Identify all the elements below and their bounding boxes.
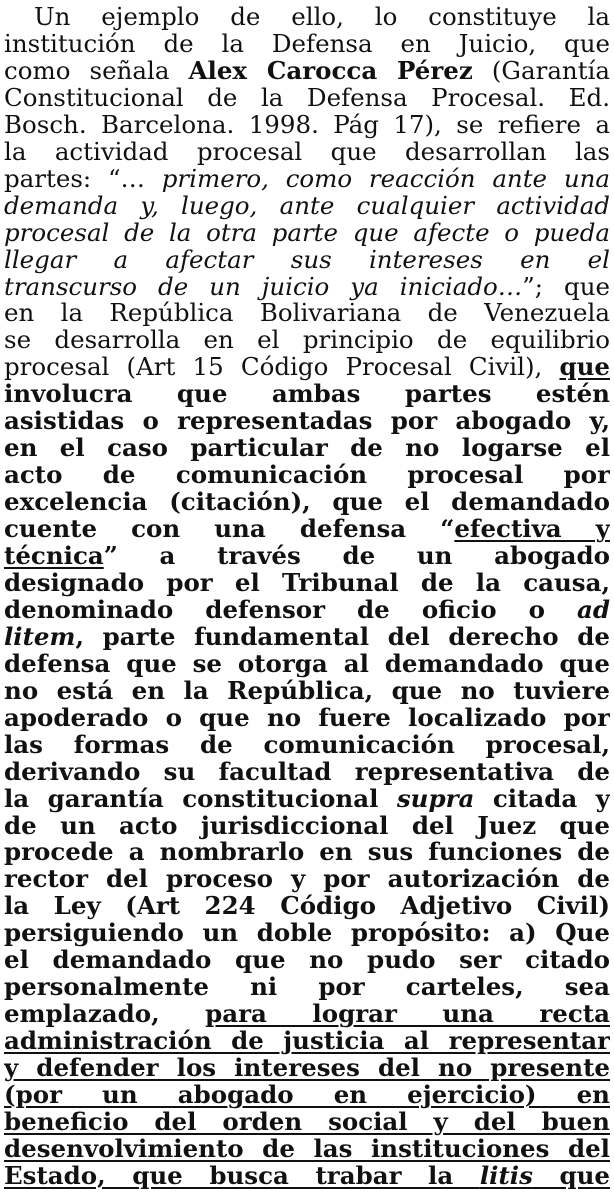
text-run: que — [559, 352, 610, 382]
text-run: Constitucional de la Defensa Procesal. Ed. — [4, 82, 610, 112]
text-run: involucra que ambas partes estén — [4, 379, 610, 409]
text-run: llegar a afectar sus intereses en el — [4, 244, 610, 274]
text-run: denominado defensor de oficio o — [4, 594, 577, 624]
text-run: derivando su facultad representativa de — [4, 756, 610, 786]
text-run: litem — [4, 621, 76, 651]
text-run: litis — [479, 1160, 533, 1190]
text-run: procede a nombrarlo en sus funciones de — [4, 837, 610, 867]
text-run: que — [532, 1160, 610, 1190]
text-run: para lograr una recta — [205, 999, 610, 1029]
text-run: defensa que se otorga al demandado que — [4, 648, 610, 678]
text-run: acto de comunicación procesal por — [4, 460, 610, 490]
text-run: ”; que — [522, 271, 610, 301]
text-run: Bosch. Barcelona. 1998. Pág 17), se refiere a — [4, 109, 610, 139]
text-run: la garantía constitucional — [4, 783, 397, 813]
text-run: Un ejemplo de ello, lo constituye la — [34, 2, 610, 31]
text-run: la actividad procesal que desarrollan las — [4, 136, 610, 166]
text-run: la Ley (Art 224 Código Adjetivo Civil) — [4, 891, 610, 921]
text-run: ” a través de un abogado — [103, 541, 610, 570]
text-run: el demandado que no pudo ser citado — [4, 945, 610, 975]
text-run: partes: “… — [4, 163, 162, 193]
text-run: persiguiendo un doble propósito: a) Que — [4, 918, 610, 948]
text-run: administración de justicia al representar — [4, 1026, 610, 1056]
text-run: técnica — [4, 541, 104, 570]
text-run: beneficio del orden social y del buen — [4, 1106, 610, 1136]
text-run: personalmente ni por carteles, sea — [4, 972, 610, 1002]
text-run: rector del proceso y por autorización de — [4, 864, 610, 894]
text-run: cuente con una defensa “ — [4, 514, 455, 544]
text-line — [4, 1161, 610, 1194]
text-run: y defender los intereses del no presente — [4, 1053, 610, 1083]
text-run: transcurso de un juicio ya iniciado… — [4, 271, 523, 301]
text-run: las formas de comunicación procesal, — [4, 729, 610, 759]
text-run: efectiva y — [454, 514, 610, 544]
text-run: en el caso particular de no logarse el — [4, 433, 610, 463]
text-run: como señala — [4, 55, 189, 85]
text-run: apoderado o que no fuere localizado por — [4, 702, 610, 732]
text-run: Estado, que busca trabar la — [4, 1160, 480, 1190]
text-run: citada y — [474, 783, 610, 813]
text-run: emplazado, — [4, 999, 206, 1029]
text-run: demanda y, luego, ante cualquier actividad — [4, 190, 610, 220]
text-run: supra — [396, 783, 475, 813]
text-run: excelencia (citación), que el demandado — [4, 487, 610, 517]
text-run: , parte fundamental del derecho de — [75, 621, 610, 651]
text-run: no está en la República, que no tuviere — [4, 675, 610, 705]
text-run: desenvolvimiento de las instituciones del — [4, 1133, 610, 1163]
text-run: (Garantía — [472, 55, 610, 85]
text-run: designado por el Tribunal de la causa, — [4, 567, 610, 597]
text-run: asistidas o representadas por abogado y, — [4, 406, 610, 436]
text-run: de un acto jurisdiccional del Juez que — [4, 810, 610, 840]
text-run: primero, como reacción ante una — [161, 163, 610, 193]
text-run: Alex Carocca Pérez — [188, 55, 473, 85]
text-run: ad — [576, 594, 610, 624]
text-run: procesal de la otra parte que afecte o pueda — [4, 217, 610, 247]
text-run: procesal (Art 15 Código Procesal Civil), — [4, 352, 560, 382]
text-run: institución de la Defensa en Juicio, que — [4, 28, 610, 58]
text-run: en la República Bolivariana de Venezuela — [4, 298, 610, 328]
text-run: (por un abogado en ejercicio) en — [4, 1080, 610, 1109]
text-run: se desarrolla en el principio de equilibrio — [4, 325, 610, 355]
